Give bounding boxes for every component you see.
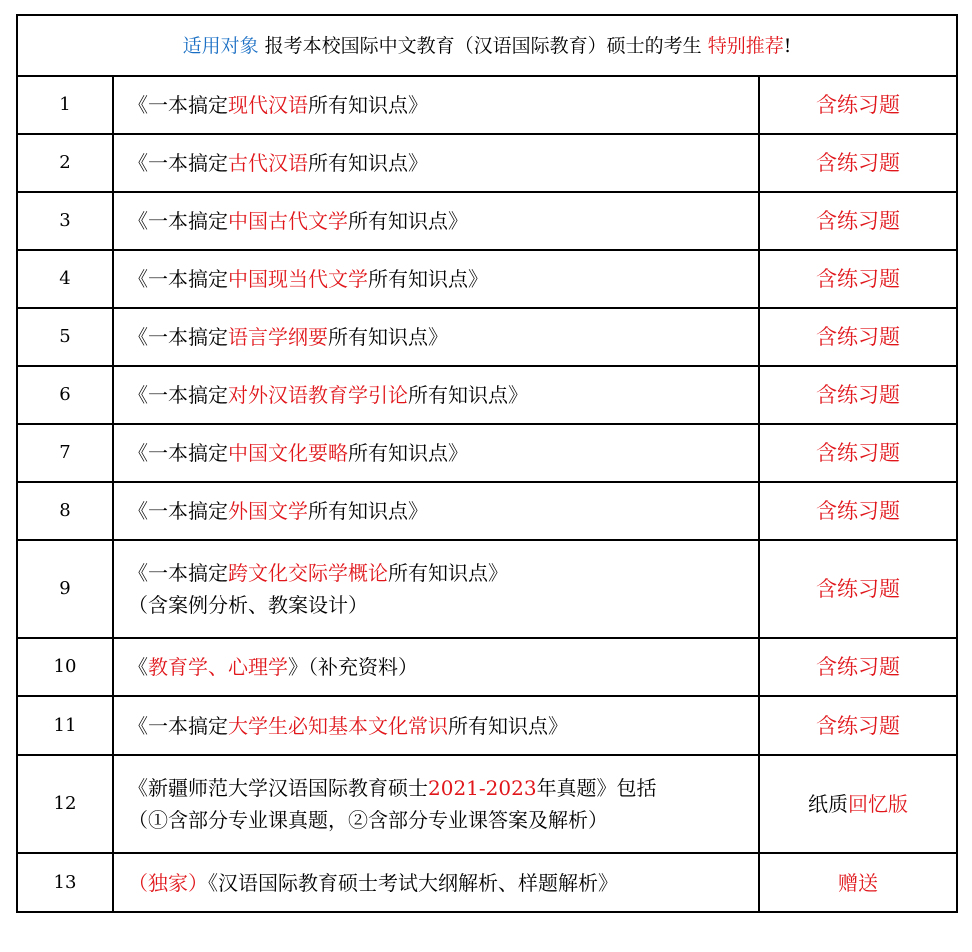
title-highlight: 大学生必知基本文化常识: [228, 713, 448, 738]
header-highlight: 特别推荐: [707, 34, 784, 57]
row-note: 含练习题: [759, 540, 957, 638]
row-note: 含练习题: [759, 250, 957, 308]
table-row: [17, 540, 957, 638]
title-suffix: 所有知识点》: [348, 209, 468, 233]
row-title: [113, 853, 759, 912]
title-prefix: 《一本搞定: [128, 713, 228, 738]
row-title: [113, 482, 759, 540]
row-number: 10: [17, 638, 113, 696]
title-highlight: 语言学纲要: [228, 325, 328, 349]
title-highlight: 中国文化要略: [228, 441, 348, 465]
title-prefix: 《一本搞定: [128, 267, 228, 291]
title-highlight: 跨文化交际学概论: [228, 561, 388, 585]
row-title: [113, 424, 759, 482]
table-row: [17, 308, 957, 366]
title-highlight: 现代汉语: [228, 93, 308, 117]
title-suffix: 》（补充资料）: [288, 655, 418, 679]
table-row: [17, 76, 957, 134]
product-table: [16, 14, 958, 913]
title-prefix: 《一本搞定: [128, 441, 228, 465]
title-prefix: 《: [128, 655, 148, 679]
row-note: 含练习题: [759, 366, 957, 424]
row-number: 7: [17, 424, 113, 482]
title-suffix: 所有知识点》: [368, 267, 488, 291]
table-row: [17, 696, 957, 755]
note-prefix: 纸质: [808, 792, 848, 816]
row-number: 6: [17, 366, 113, 424]
row-title: [113, 134, 759, 192]
row-note: 含练习题: [759, 638, 957, 696]
table-row: [17, 366, 957, 424]
title-suffix: 年真题》包括: [536, 776, 657, 800]
title-highlight: 外国文学: [228, 499, 308, 523]
row-title: [113, 192, 759, 250]
row-note: 含练习题: [759, 424, 957, 482]
title-line-2: （含案例分析、教案设计）: [128, 593, 368, 617]
title-highlight: 教育学、心理学: [148, 655, 288, 679]
row-note: 含练习题: [759, 308, 957, 366]
title-highlight: 对外汉语教育学引论: [228, 383, 408, 407]
title-suffix: 所有知识点》: [388, 561, 508, 585]
row-number: 12: [17, 755, 113, 853]
row-number: 13: [17, 853, 113, 912]
title-line-1: [128, 557, 744, 589]
title-suffix: 所有知识点》: [308, 151, 428, 175]
title-prefix: 《一本搞定: [128, 151, 228, 175]
title-line-1: [128, 772, 744, 804]
title-suffix: 所有知识点》: [448, 713, 568, 738]
row-number: 3: [17, 192, 113, 250]
row-title: [113, 638, 759, 696]
table-header-row: [17, 15, 957, 76]
row-note: [759, 755, 957, 853]
table-row: [17, 482, 957, 540]
table-row: [17, 853, 957, 912]
row-title: [113, 250, 759, 308]
title-highlight: 2021-2023: [428, 776, 537, 800]
title-prefix: 《一本搞定: [128, 499, 228, 523]
title-suffix: 所有知识点》: [308, 93, 428, 117]
table-row: [17, 250, 957, 308]
title-prefix: 《一本搞定: [128, 209, 228, 233]
row-number: 5: [17, 308, 113, 366]
row-number: 9: [17, 540, 113, 638]
note-highlight: 回忆版: [848, 792, 908, 816]
row-title: [113, 366, 759, 424]
title-highlight: 中国古代文学: [228, 209, 348, 233]
row-title: [113, 76, 759, 134]
title-prefix: 《一本搞定: [128, 561, 228, 585]
title-suffix: 《汉语国际教育硕士考试大纲解析、样题解析》: [208, 870, 618, 895]
row-number: 1: [17, 76, 113, 134]
title-suffix: 所有知识点》: [408, 383, 528, 407]
row-note: 含练习题: [759, 192, 957, 250]
row-title: [113, 696, 759, 755]
title-highlight: 中国现当代文学: [228, 267, 368, 291]
title-highlight: 古代汉语: [228, 151, 308, 175]
header-label: 适用对象: [182, 34, 259, 57]
table-row: [17, 755, 957, 853]
row-note: 含练习题: [759, 696, 957, 755]
row-title: [113, 540, 759, 638]
row-note: 含练习题: [759, 76, 957, 134]
row-note: 赠送: [759, 853, 957, 912]
table-row: [17, 638, 957, 696]
table-row: [17, 134, 957, 192]
row-number: 2: [17, 134, 113, 192]
table-row: [17, 424, 957, 482]
header-suffix: !: [783, 34, 792, 57]
row-note: 含练习题: [759, 134, 957, 192]
header-text: 报考本校国际中文教育（汉语国际教育）硕士的考生: [264, 34, 702, 57]
title-line-2: （①含部分专业课真题，②含部分专业课答案及解析）: [128, 808, 608, 832]
title-highlight: （独家）: [128, 870, 208, 895]
title-suffix: 所有知识点》: [348, 441, 468, 465]
row-number: 8: [17, 482, 113, 540]
row-title: [113, 755, 759, 853]
table-row: [17, 192, 957, 250]
row-number: 11: [17, 696, 113, 755]
title-prefix: 《一本搞定: [128, 383, 228, 407]
header-cell: [17, 15, 957, 76]
row-note: 含练习题: [759, 482, 957, 540]
title-suffix: 所有知识点》: [328, 325, 448, 349]
title-prefix: 《一本搞定: [128, 325, 228, 349]
title-suffix: 所有知识点》: [308, 499, 428, 523]
title-prefix: 《新疆师范大学汉语国际教育硕士: [128, 776, 428, 800]
row-title: [113, 308, 759, 366]
row-number: 4: [17, 250, 113, 308]
title-prefix: 《一本搞定: [128, 93, 228, 117]
